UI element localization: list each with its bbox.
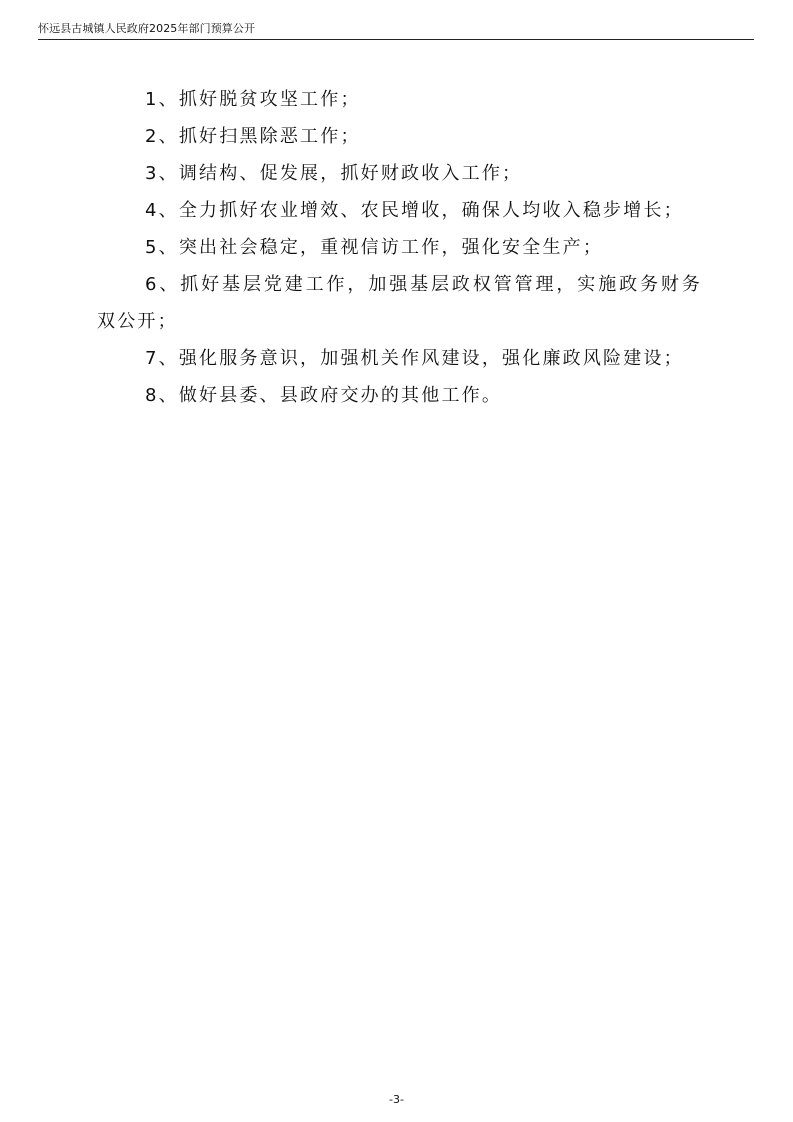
list-item: 6、抓好基层党建工作，加强基层政权管管理，实施政务财务双公开；: [97, 274, 702, 332]
page-header: [38, 18, 754, 40]
list-item: 1、抓好脱贫攻坚工作；: [145, 89, 361, 110]
list-item: 2、抓好扫黑除恶工作；: [145, 126, 361, 147]
list-item: 8、做好县委、县政府交办的其他工作。: [145, 385, 503, 406]
document-header-title: 怀远县古城镇人民政府2025年部门预算公开: [38, 22, 256, 35]
list-item: 5、突出社会稳定，重视信访工作，强化安全生产；: [145, 237, 604, 258]
list-item: 4、全力抓好农业增效、农民增收，确保人均收入稳步增长；: [145, 200, 684, 221]
page-number: -3-: [389, 1093, 404, 1106]
list-item: 3、调结构、促发展，抓好财政收入工作；: [145, 163, 523, 184]
header-divider: [38, 39, 754, 40]
document-body: [97, 81, 702, 414]
list-item: 7、强化服务意识，加强机关作风建设，强化廉政风险建设；: [145, 348, 684, 369]
